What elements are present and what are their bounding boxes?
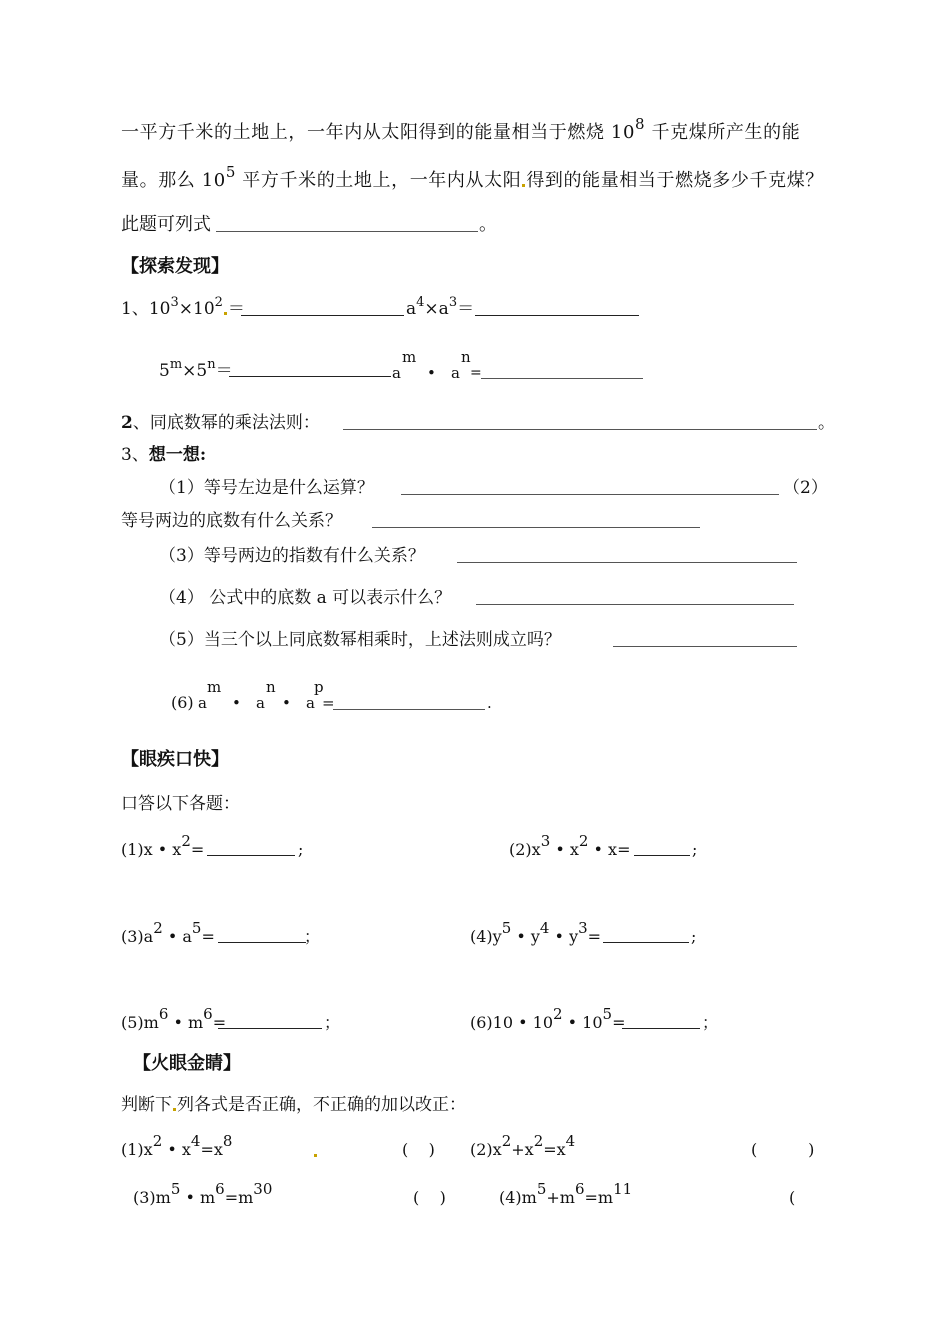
answer-blank-q1b[interactable] [475, 315, 639, 316]
answer-blank-quick-6[interactable] [622, 1028, 700, 1029]
answer-blank-q1d[interactable] [481, 378, 643, 379]
explore-sub6-n: n [266, 678, 276, 696]
stray-dot [173, 1108, 176, 1111]
quick-item-5-end: ； [324, 1013, 341, 1032]
explore-sub6-dot2: • [282, 694, 291, 712]
answer-blank-quick-5[interactable] [218, 1028, 322, 1029]
judge-item-4: (4)m5+m6=m11 [499, 1180, 633, 1207]
answer-blank-q1c[interactable] [229, 376, 391, 377]
explore-sub4: （4） 公式中的底数 a 可以表示什么？ [159, 588, 452, 608]
quick-item-6: (6)10 • 102 • 105= [470, 1005, 626, 1032]
answer-blank-quick-4[interactable] [603, 942, 689, 943]
judge-item-1-paren[interactable]: ( ) [402, 1140, 435, 1159]
quick-item-3: (3)a2 • a5= [121, 919, 215, 946]
intro-line-3: 此题可列式 [121, 214, 211, 235]
judge-item-3: (3)m5 • m6=m30 [133, 1180, 273, 1207]
explore-q1-d-m: m [402, 348, 417, 366]
quick-item-6-end: ； [702, 1013, 719, 1032]
explore-sub6-p: p [314, 678, 324, 696]
intro-line-2: 量。那么 $10^5$ 平方千米的土地上，一年内从太阳 得到的能量相当于燃烧多少千克煤？ [121, 163, 824, 191]
explore-sub3: （3）等号两边的指数有什么关系？ [159, 546, 425, 566]
answer-blank-quick-2[interactable] [634, 855, 690, 856]
explore-q1-d-n: n [461, 348, 471, 366]
answer-blank-sub3[interactable] [457, 562, 797, 563]
explore-sub1: （1）等号左边是什么运算？ [159, 478, 374, 498]
quick-instruction: 口答以下各题： [121, 794, 240, 814]
explore-q2-end: 。 [818, 413, 835, 433]
quick-item-5: (5)m6 • m6= [121, 1005, 227, 1032]
section-heading-explore: 【探索发现】 [121, 256, 229, 277]
explore-q1-d-a2: a [451, 364, 460, 382]
explore-sub2-tail: （2） [783, 478, 828, 498]
judge-item-3-paren[interactable]: ( ) [413, 1188, 446, 1207]
explore-sub6-prefix: (6) [171, 693, 194, 712]
answer-blank-quick-1[interactable] [207, 855, 295, 856]
judge-item-2-paren[interactable]: ( ) [751, 1140, 815, 1159]
section-heading-judge: 【火眼金睛】 [133, 1053, 241, 1074]
judge-instruction: 判断下 列各式是否正确，不正确的加以改正： [121, 1095, 466, 1115]
explore-sub5: （5）当三个以上同底数幂相乘时，上述法则成立吗？ [159, 630, 561, 650]
explore-sub6-m: m [207, 678, 222, 696]
judge-item-1: (1)x2 • x4=x8 [121, 1132, 233, 1159]
stray-dot [224, 312, 227, 315]
intro-line-1: 一平方千米的土地上，一年内从太阳得到的能量相当于燃烧 $10^8$ 千克煤所产生的能 [121, 115, 801, 143]
quick-item-4-end: ; [691, 927, 697, 946]
answer-blank-sub6[interactable] [333, 709, 485, 710]
quick-item-2: (2)x3 • x2 • x= [509, 832, 631, 859]
explore-sub6-end: . [487, 694, 492, 712]
explore-sub6-eq: = [322, 694, 335, 712]
explore-sub6-dot1: • [232, 694, 241, 712]
explore-sub2: 等号两边的底数有什么关系？ [121, 511, 342, 531]
explore-q2: 2、同底数幂的乘法法则： [121, 413, 320, 433]
quick-item-1: (1)x • x2= [121, 832, 205, 859]
answer-blank-sub5[interactable] [613, 646, 797, 647]
explore-sub6-a1: a [198, 694, 207, 712]
explore-q1-c: $5^m\times 5^n=$ [159, 357, 233, 381]
quick-item-1-end: ; [298, 840, 304, 859]
quick-item-3-end: ； [304, 927, 321, 946]
answer-blank-quick-3[interactable] [218, 942, 306, 943]
answer-blank-sub2[interactable] [372, 527, 700, 528]
explore-q3-title: 3、想一想: [121, 445, 207, 465]
explore-q1-d-a: a [392, 364, 401, 382]
answer-blank-sub1[interactable] [401, 494, 779, 495]
answer-blank-q1a[interactable] [241, 315, 404, 316]
quick-item-4: (4)y5 • y4 • y3= [470, 919, 602, 946]
explore-q1-b: $a^4\times a^3=$ [406, 295, 475, 319]
stray-dot [522, 184, 525, 187]
answer-blank-intro[interactable] [216, 231, 478, 232]
explore-sub6-a2: a [256, 694, 265, 712]
judge-item-2: (2)x2+x2=x4 [470, 1132, 576, 1159]
answer-blank-sub4[interactable] [476, 604, 794, 605]
intro-line-3-end: 。 [479, 214, 497, 235]
section-heading-quick: 【眼疾口快】 [121, 749, 229, 770]
explore-sub6-a3: a [306, 694, 315, 712]
stray-dot [314, 1154, 317, 1157]
explore-q1-d-eq: = [470, 365, 482, 381]
judge-item-4-paren[interactable]: ( [789, 1188, 796, 1207]
explore-q1-d-dot: • [427, 364, 436, 382]
quick-item-2-end: ; [692, 840, 698, 859]
answer-blank-q2[interactable] [343, 429, 817, 430]
explore-q1-a: 1、$10^3\times 10^2$ ＝ [121, 295, 245, 319]
